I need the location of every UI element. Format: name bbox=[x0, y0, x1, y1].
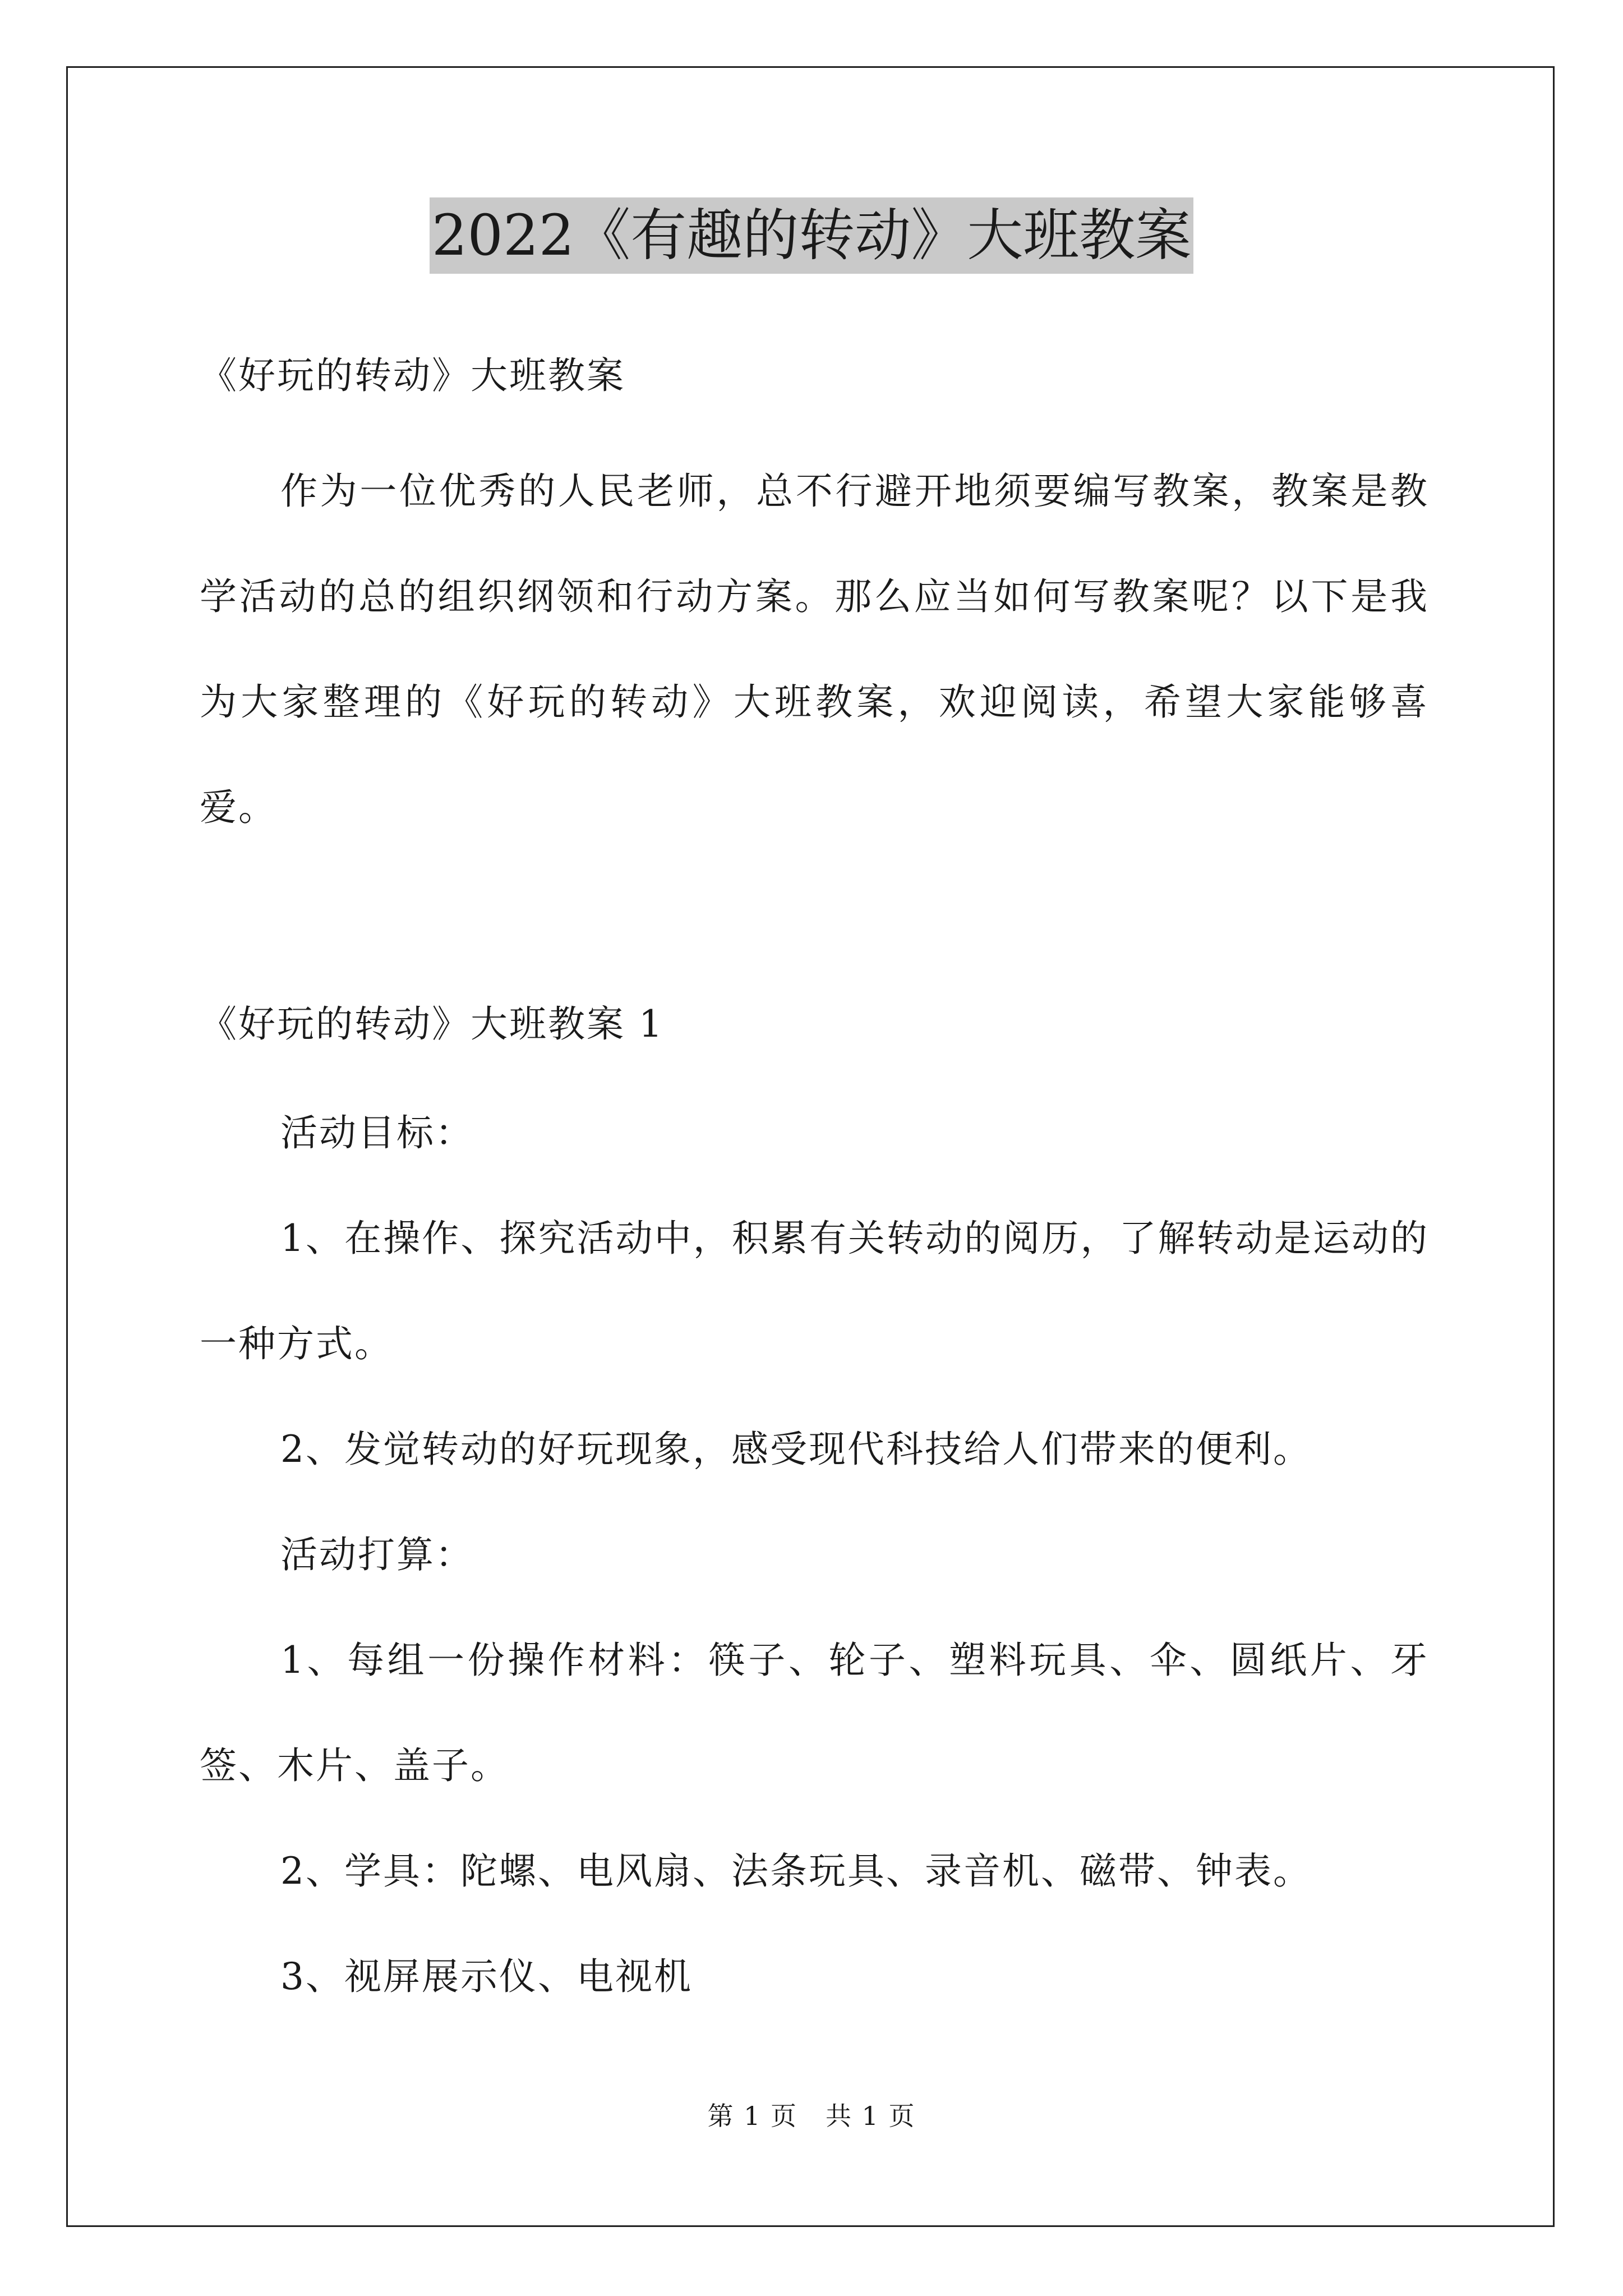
page-number: 第 1 页 bbox=[707, 2101, 797, 2131]
section-heading: 《好玩的转动》大班教案 1 bbox=[200, 1002, 664, 1046]
content-block bbox=[200, 1080, 1429, 2030]
paragraph-goal-2: 2、发觉转动的好玩现象，感受现代科技给人们带来的便利。 bbox=[280, 1428, 1312, 1471]
paragraph-prep-3: 3、视屏展示仪、电视机 bbox=[280, 1955, 693, 1998]
document-subtitle: 《好玩的转动》大班教案 bbox=[200, 354, 625, 397]
paragraph-goal-1: 1、在操作、探究活动中，积累有关转动的阅历，了解转动是运动的一种方式。 bbox=[200, 1217, 1429, 1365]
page-footer bbox=[0, 2096, 1623, 2133]
intro-block bbox=[200, 439, 1429, 861]
page-total: 共 1 页 bbox=[826, 2101, 916, 2131]
document-title-text: 2022《有趣的转动》大班教案 bbox=[430, 197, 1194, 274]
paragraph-prep-heading: 活动打算： bbox=[280, 1533, 474, 1576]
paragraph-goals-heading: 活动目标： bbox=[280, 1111, 474, 1154]
paragraph-prep-2: 2、学具：陀螺、电风扇、法条玩具、录音机、磁带、钟表。 bbox=[280, 1849, 1312, 1893]
intro-paragraph: 作为一位优秀的人民老师，总不行避开地须要编写教案，教案是教学活动的总的组织纲领和行动方案。那么应当如何写教案呢？以下是我为大家整理的《好玩的转动》大班教案，欢迎阅读，希望大家能够喜爱。 bbox=[200, 470, 1429, 829]
paragraph-prep-1: 1、每组一份操作材料：筷子、轮子、塑料玩具、伞、圆纸片、牙签、木片、盖子。 bbox=[200, 1639, 1429, 1787]
document-title bbox=[0, 197, 1623, 274]
